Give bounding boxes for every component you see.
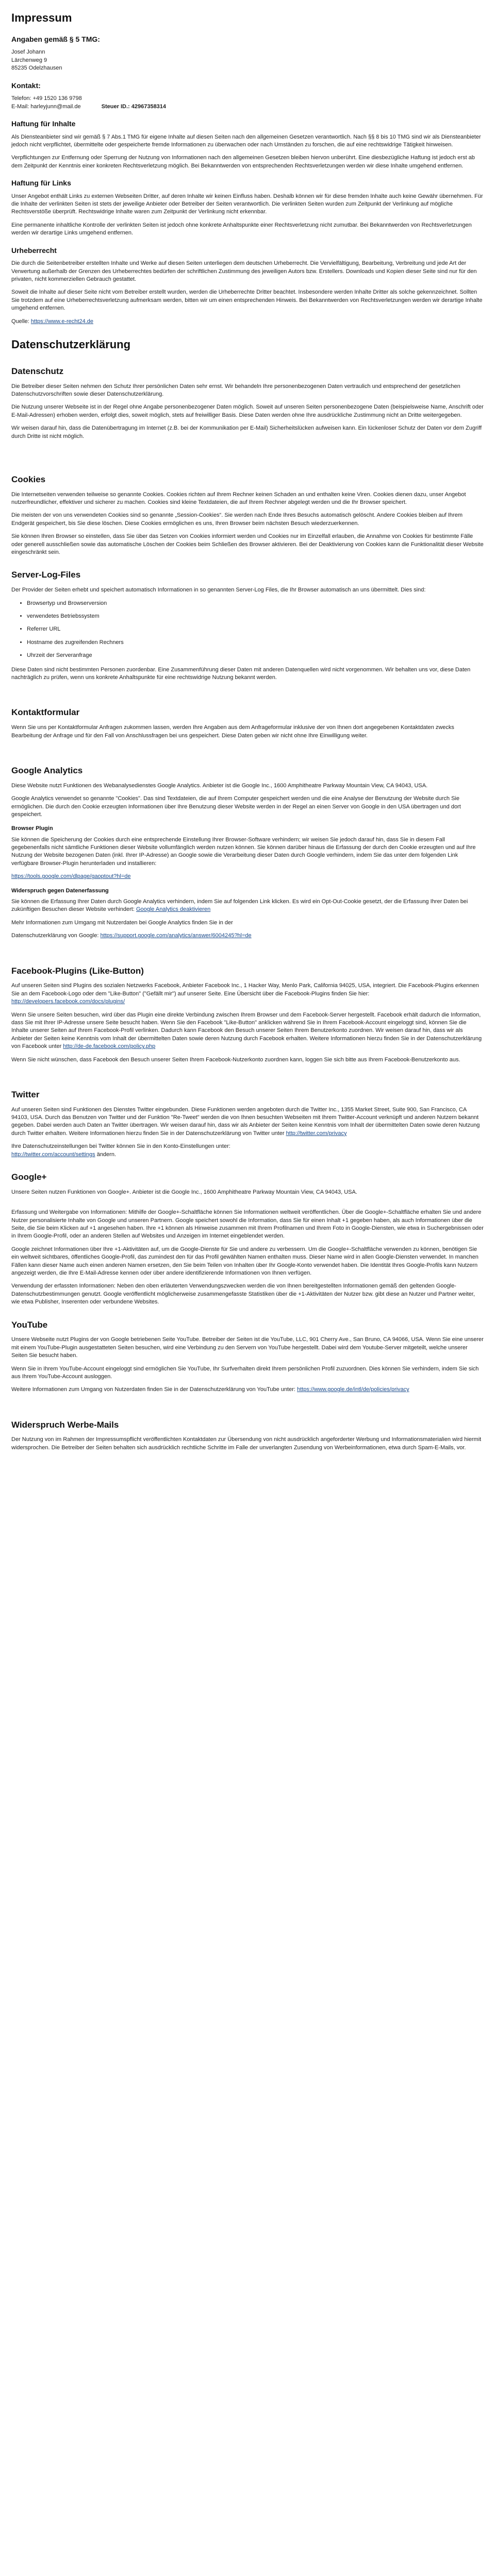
tw-p2-line <box>11 1143 484 1159</box>
ga-browser-heading: Browser Plugin <box>11 825 53 832</box>
gp-p1: Unsere Seiten nutzen Funktionen von Google+. Anbieter ist die Google Inc., 1600 Amphitheatre Parkway Mountain View, CA 94043, USA. <box>11 1189 357 1195</box>
ga-widerspruch-heading: Widerspruch gegen Datenerfassung <box>11 887 109 894</box>
cookies-p1: Die Internetseiten verwenden teilweise so genannte Cookies. Cookies richten auf Ihrem Rechner keinen Schaden an und enthalten keine Viren. Cookies dienen dazu, unser Angebot nutzerfreundlicher, effektiver und sicherer zu machen. Cookies sind kleine Textdateien, die auf Ihrem Rechner abgelegt werden und die Ihr Browser speichert. <box>11 491 466 506</box>
fb-p2: Wenn Sie unsere Seiten besuchen, wird über das Plugin eine direkte Verbindung zwischen Ihrem Browser und dem Facebook-Server hergestellt. Facebook erhält dadurch die Information, dass Sie mit Ihrer IP-Adresse unsere Seite besucht haben. Wenn Sie den Facebook "Like-Button" anklicken während Sie in Ihrem Facebook-Account eingeloggt sind, können Sie die Inhalte unserer Seiten auf Ihrem Facebook-Profil verlinken. Dadurch kann Facebook den Besuch unserer Seiten Ihrem Benutzerkonto zuordnen. Wir weisen darauf hin, dass wir als Anbieter der Seiten keine Kenntnis vom Inhalt der übermittelten Daten sowie deren Nutzung durch Facebook erhalten. Weitere Informationen hierzu finden Sie in der Datenschutzerklärung von Facebook unter <box>11 1011 482 1050</box>
ga-widerspruch-p1: Sie können die Erfassung Ihrer Daten durch Google Analytics verhindern, indem Sie auf folgenden Link klicken. Es wird ein Opt-Out-Cookie gesetzt, der die Erfassung Ihrer Daten bei zukünftigen Besuchen dieser Website verhindert: <box>11 899 468 913</box>
list-item: • Hostname des zugreifenden Rechners <box>27 639 484 647</box>
serverlog-p2: Diese Daten sind nicht bestimmten Personen zuordenbar. Eine Zusammenführung dieser Daten mit anderen Datenquellen wird nicht vorgenommen. Wir behalten uns vor, diese Daten nachträglich zu prüfen, wenn uns konkrete Anhaltspunkte für eine rechtswidrige Nutzung bekannt werden. <box>11 666 471 681</box>
fb-heading: Facebook-Plugins (Like-Button) <box>11 965 144 976</box>
yt-p2: Wenn Sie in Ihrem YouTube-Account eingeloggt sind ermöglichen Sie YouTube, Ihr Surfverhalten direkt Ihrem persönlichen Profil zuzuordnen. Dies können Sie verhindern, indem Sie sich aus Ihrem YouTube-Account ausloggen. <box>11 1365 479 1380</box>
cookies-p3: Sie können Ihren Browser so einstellen, dass Sie über das Setzen von Cookies informiert werden und Cookies nur im Einzelfall erlauben, die Annahme von Cookies für bestimmte Fälle oder generell ausschließen sowie das automatische Löschen der Cookies beim Schließen des Browser aktivieren. Bei der Deaktivierung von Cookies kann die Funktionalität dieser Website eingeschränkt sein. <box>11 533 484 556</box>
serverlog-heading: Server-Log-Files <box>11 570 81 580</box>
contact-phone: Telefon: +49 1520 136 9798 <box>11 95 82 102</box>
haftung-links-p1: Unser Angebot enthält Links zu externen Webseiten Dritter, auf deren Inhalte wir keinen Einfluss haben. Deshalb können wir für diese fremden Inhalte auch keine Gewähr übernehmen. Für die Inhalte der verlinkten Seiten ist stets der jeweilige Anbieter oder Betreiber der Seiten verantwortlich. Die verlinkten Seiten wurden zum Zeitpunkt der Verlinkung auf mögliche Rechtsverstöße überprüft. Rechtswidrige Inhalte waren zum Zeitpunkt der Verlinkung nicht erkennbar. <box>11 193 483 215</box>
contact-heading: Kontakt: <box>11 81 41 90</box>
serverlog-p1: Der Provider der Seiten erhebt und speichert automatisch Informationen in so genannten Server-Log Files, die Ihr Browser automatisch an uns übermittelt. Dies sind: <box>11 587 426 594</box>
gp-p4: Verwendung der erfassten Informationen: Neben den oben erläuterten Verwendungszwecken werden die von Ihnen bereitgestellten Informationen gemäß den geltenden Google-Datenschutzbestimmungen genutzt. Google veröffentlicht möglicherweise zusammengefasste Statistiken über die +1-Aktivitäten der Nutzer bzw. gibt diese an Nutzer und Partner weiter, wie etwa Publisher, Inserenten oder verbundene Websites. <box>11 1283 475 1306</box>
cookies-heading: Cookies <box>11 474 46 484</box>
tw-settings-link[interactable]: http://twitter.com/account/settings <box>11 1151 95 1158</box>
list-item: • Referrer URL <box>27 625 484 633</box>
urheberrecht-p1: Die durch die Seitenbetreiber erstellten Inhalte und Werke auf diesen Seiten unterliegen dem deutschen Urheberrecht. Die Vervielfältigung, Bearbeitung, Verbreitung und jede Art der Verwertung außerhalb der Grenzen des Urheberrechtes bedürfen der schriftlichen Zustimmung des jeweiligen Autors bzw. Erstellers. Downloads und Kopien dieser Seite sind nur für den privaten, nicht kommerziellen Gebrauch gestattet. <box>11 260 477 283</box>
gp-p2: Erfassung und Weitergabe von Informationen: Mithilfe der Google+-Schaltfläche können Sie Informationen weltweit veröffentlichen. Über die Google+-Schaltfläche erhalten Sie und andere Nutzer personalisierte Inhalte von Google und unseren Partnern. Google speichert sowohl die Information, dass Sie für einen Inhalt +1 gegeben haben, als auch Informationen über die Seite, die Sie beim Klicken auf +1 angesehen haben. Ihre +1 können als Hinweise zusammen mit Ihrem Profilnamen und Ihrem Foto in Google-Diensten, wie etwa in Suchergebnissen oder in Ihrem Google-Profil, oder an anderen Stellen auf Websites und Anzeigen im Internet eingeblendet werden. <box>11 1209 484 1240</box>
datenschutz-p2: Die Nutzung unserer Webseite ist in der Regel ohne Angabe personenbezogener Daten möglich. Soweit auf unseren Seiten personenbezogene Daten (beispielsweise Name, Anschrift oder E-Mail-Adressen) erhoben werden, erfolgt dies, soweit möglich, stets auf freiwilliger Basis. Diese Daten werden ohne Ihre ausdrückliche Zustimmung nicht an Dritte weitergegeben. <box>11 404 484 418</box>
source-label: Quelle: <box>11 318 31 325</box>
yt-privacy-link[interactable]: https://www.google.de/intl/de/policies/privacy <box>297 1386 409 1393</box>
ga-privacy-link[interactable]: https://support.google.com/analytics/answer/6004245?hl=de <box>100 933 252 939</box>
ga-p1: Diese Website nutzt Funktionen des Webanalysedienstes Google Analytics. Anbieter ist die Google Inc., 1600 Amphitheatre Parkway Mountain View, CA 94043, USA. <box>11 782 428 789</box>
ga-widerspruch-p3: Datenschutzerklärung von Google: <box>11 933 101 939</box>
ga-deactivate-link[interactable]: Google Analytics deaktivieren <box>136 906 211 913</box>
address-street: Lärchenweg 9 <box>11 57 47 63</box>
address-name: Josef Johann <box>11 49 45 56</box>
urheberrecht-p2: Soweit die Inhalte auf dieser Seite nicht vom Betreiber erstellt wurden, werden die Urheberrechte Dritter beachtet. Insbesondere werden Inhalte Dritter als solche gekennzeichnet. Sollten Sie trotzdem auf eine Urheberrechtsverletzung aufmerksam werden, bitten wir um einen entsprechenden Hinweis. Bei Bekanntwerden von Rechtsverletzungen werden wir derartige Inhalte umgehend entfernen. <box>11 289 483 312</box>
haftung-links-heading: Haftung für Links <box>11 179 71 188</box>
ga-p2: Google Analytics verwendet so genannte "Cookies". Das sind Textdateien, die auf Ihrem Computer gespeichert werden und die eine Analyse der Benutzung der Website durch Sie ermöglichen. Die durch den Cookie erzeugten Informationen über Ihre Benutzung dieser Website werden in der Regel an einen Server von Google in den USA übertragen und dort gespeichert. <box>11 795 461 818</box>
urheberrecht-heading: Urheberrecht <box>11 246 57 255</box>
list-item: • Uhrzeit der Serveranfrage <box>27 652 484 659</box>
kontakt-p1: Wenn Sie uns per Kontaktformular Anfragen zukommen lassen, werden Ihre Angaben aus dem Anfrageformular inklusive der von Ihnen dort angegebenen Kontaktdaten zwecks Bearbeitung der Anfrage und für den Fall von Anschlussfragen bei uns gespeichert. Diese Daten geben wir nicht ohne Ihre Einwilligung weiter. <box>11 724 454 739</box>
ga-browser-link[interactable]: https://tools.google.com/dlpage/gaoptout?hl=de <box>11 873 131 880</box>
gp-p3: Google zeichnet Informationen über Ihre +1-Aktivitäten auf, um die Google-Dienste für Sie und andere zu verbessern. Um die Google+-Schaltfläche verwenden zu können, benötigen Sie ein weltweit sichtbares, öffentliches Google-Profil, das zumindest den für das Profil gewählten Namen enthalten muss. Dieser Name wird in allen Google-Diensten verwendet. In manchen Fällen kann dieser Name auch einen anderen Namen ersetzen, den Sie beim Teilen von Inhalten über Ihr Google-Konto verwendet haben. Die Identität Ihres Google-Profils kann Nutzern angezeigt werden, die Ihre E-Mail-Adresse kennen oder über andere identifizierende Informationen von Ihnen verfügen. <box>11 1246 478 1276</box>
fb-p2-line <box>11 1011 484 1051</box>
contact-tax-id: Steuer ID.: 42967358314 <box>101 103 167 110</box>
fb-policy-link[interactable]: http://de-de.facebook.com/policy.php <box>63 1043 156 1050</box>
haftung-links-p2: Eine permanente inhaltliche Kontrolle der verlinkten Seiten ist jedoch ohne konkrete Anhaltspunkte einer Rechtsverletzung nicht zumutbar. Bei Bekanntwerden von Rechtsverletzungen werden wir derartige Links umgehend entfernen. <box>11 222 472 236</box>
tw-p2-end: ändern. <box>95 1151 117 1158</box>
ga-widerspruch-p1-line <box>11 898 484 914</box>
fb-p1: Auf unseren Seiten sind Plugins des sozialen Netzwerks Facebook, Anbieter Facebook Inc., 1 Hacker Way, Menlo Park, California 94025, USA, integriert. Die Facebook-Plugins erkennen Sie an dem Facebook-Logo oder dem "Like-Button" ("Gefällt mir") auf unserer Seite. Eine Übersicht über die Facebook-Plugins finden Sie hier: <box>11 982 479 997</box>
datenschutz-title: Datenschutzerklärung <box>11 337 131 351</box>
fb-plugins-link[interactable]: http://developers.facebook.com/docs/plugins/ <box>11 998 125 1005</box>
address-block <box>11 48 484 72</box>
ga-widerspruch-p2: Mehr Informationen zum Umgang mit Nutzerdaten bei Google Analytics finden Sie in der <box>11 919 233 926</box>
datenschutz-p1: Die Betreiber dieser Seiten nehmen den Schutz Ihrer persönlichen Daten sehr ernst. Wir behandeln Ihre personenbezogenen Daten vertraulich und entsprechend der gesetzlichen Datenschutzvorschriften sowie dieser Datenschutzerklärung. <box>11 383 460 397</box>
yt-p1: Unsere Webseite nutzt Plugins der von Google betriebenen Seite YouTube. Betreiber der Seiten ist die YouTube, LLC, 901 Cherry Ave., San Bruno, CA 94066, USA. Wenn Sie eine unserer mit einem YouTube-Plugin ausgestatteten Seiten besuchen, wird eine Verbindung zu den Servern von YouTube hergestellt. Dabei wird dem Youtube-Server mitgeteilt, welche unserer Seiten Sie besucht haben. <box>11 1336 484 1359</box>
ga-heading: Google Analytics <box>11 765 83 775</box>
source-link[interactable]: https://www.e-recht24.de <box>30 318 93 325</box>
address-city: 85235 Odelzhausen <box>11 65 62 72</box>
source-line <box>11 318 484 326</box>
gp-heading: Google+ <box>11 1172 47 1182</box>
haftung-inhalte-p1: Als Diensteanbieter sind wir gemäß § 7 Abs.1 TMG für eigene Inhalte auf diesen Seiten nach den allgemeinen Gesetzen verantwortlich. Nach §§ 8 bis 10 TMG sind wir als Diensteanbieter jedoch nicht verpflichtet, übermittelte oder gespeicherte fremde Informationen zu überwachen oder nach Umständen zu forschen, die auf eine rechtswidrige Tätigkeit hinweisen. <box>11 133 481 148</box>
kontakt-heading: Kontaktformular <box>11 707 80 718</box>
tw-heading: Twitter <box>11 1089 40 1099</box>
contact-email: E-Mail: harleyjunn@mail.de <box>11 103 81 110</box>
datenschutz-p3: Wir weisen darauf hin, dass die Datenübertragung im Internet (z.B. bei der Kommunikation per E-Mail) Sicherheitslücken aufweisen kann. Ein lückenloser Schutz der Daten vor dem Zugriff durch Dritte ist nicht möglich. <box>11 425 482 439</box>
tw-p2: Ihre Datenschutzeinstellungen bei Twitter können Sie in den Konto-Einstellungen unter: <box>11 1143 230 1150</box>
fb-p3: Wenn Sie nicht wünschen, dass Facebook den Besuch unserer Seiten Ihrem Facebook-Nutzerkonto zuordnen kann, loggen Sie sich bitte aus Ihrem Facebook-Benutzerkonto aus. <box>11 1056 460 1063</box>
wm-p1: Der Nutzung von im Rahmen der Impressumspflicht veröffentlichten Kontaktdaten zur Übersendung von nicht ausdrücklich angeforderter Werbung und Informationsmaterialien wird hiermit widersprochen. Die Betreiber der Seiten behalten sich ausdrücklich rechtliche Schritte im Falle der unverlangten Zusendung von Werbeinformationen, etwa durch Spam-E-Mails, vor. <box>11 1436 482 1451</box>
ga-widerspruch-p3-line <box>11 932 484 940</box>
tw-privacy-link[interactable]: http://twitter.com/privacy <box>286 1130 347 1137</box>
fb-p1-line <box>11 982 484 1006</box>
yt-p3-line <box>11 1386 484 1394</box>
yt-heading: YouTube <box>11 1319 48 1330</box>
list-item: • verwendetes Betriebssystem <box>27 613 484 620</box>
list-item: • Browsertyp und Browserversion <box>27 600 484 607</box>
serverlog-list <box>11 600 484 660</box>
datenschutz-heading: Datenschutz <box>11 366 64 376</box>
haftung-inhalte-p2: Verpflichtungen zur Entfernung oder Sperrung der Nutzung von Informationen nach den allgemeinen Gesetzen bleiben hiervon unberührt. Eine diesbezügliche Haftung ist jedoch erst ab dem Zeitpunkt der Kenntnis einer konkreten Rechtsverletzung möglich. Bei Bekanntwerden von entsprechenden Rechtsverletzungen werden wir diese Inhalte umgehend entfernen. <box>11 155 475 169</box>
haftung-inhalte-heading: Haftung für Inhalte <box>11 119 76 128</box>
tw-p1: Auf unseren Seiten sind Funktionen des Dienstes Twitter eingebunden. Diese Funktionen werden angeboten durch die Twitter Inc., 1355 Market Street, Suite 900, San Francisco, CA 94103, USA. Durch das Benutzen von Twitter und der Funktion "Re-Tweet" werden die von Ihnen besuchten Webseiten mit Ihrem Twitter-Account verknüpft und anderen Nutzern bekannt gegeben. Dabei werden auch Daten an Twitter übertragen. Wir weisen darauf hin, dass wir als Anbieter der Seiten keine Kenntnis vom Inhalt der übermittelten Daten sowie deren Nutzung durch Twitter erhalten. Weitere Informationen hierzu finden Sie in der Datenschutzerklärung von Twitter unter <box>11 1106 480 1137</box>
cookies-p2: Die meisten der von uns verwendeten Cookies sind so genannte „Session-Cookies“. Sie werden nach Ende Ihres Besuchs automatisch gelöscht. Andere Cookies bleiben auf Ihrem Endgerät gespeichert, bis Sie diese löschen. Diese Cookies ermöglichen es uns, Ihren Browser beim nächsten Besuch wiederzuerkennen. <box>11 512 463 527</box>
impressum-title: Impressum <box>11 11 72 24</box>
tmg-heading: Angaben gemäß § 5 TMG: <box>11 35 100 43</box>
yt-p3: Weitere Informationen zum Umgang von Nutzerdaten finden Sie in der Datenschutzerklärung von YouTube unter: <box>11 1386 297 1393</box>
wm-heading: Widerspruch Werbe-Mails <box>11 1419 119 1430</box>
tw-p1-line <box>11 1106 484 1138</box>
contact-block <box>11 95 484 111</box>
ga-browser-p: Sie können die Speicherung der Cookies durch eine entsprechende Einstellung Ihrer Browser-Software verhindern; wir weisen Sie jedoch darauf hin, dass Sie in diesem Fall gegebenenfalls nicht sämtliche Funktionen dieser Website vollumfänglich werden nutzen können. Sie können darüber hinaus die Erfassung der durch den Cookie erzeugten und auf Ihre Nutzung der Website bezogenen Daten (inkl. Ihrer IP-Adresse) an Google sowie die Verarbeitung dieser Daten durch Google verhindern, indem Sie das unter dem folgenden Link verfügbare Browser-Plugin herunterladen und installieren: <box>11 836 476 867</box>
